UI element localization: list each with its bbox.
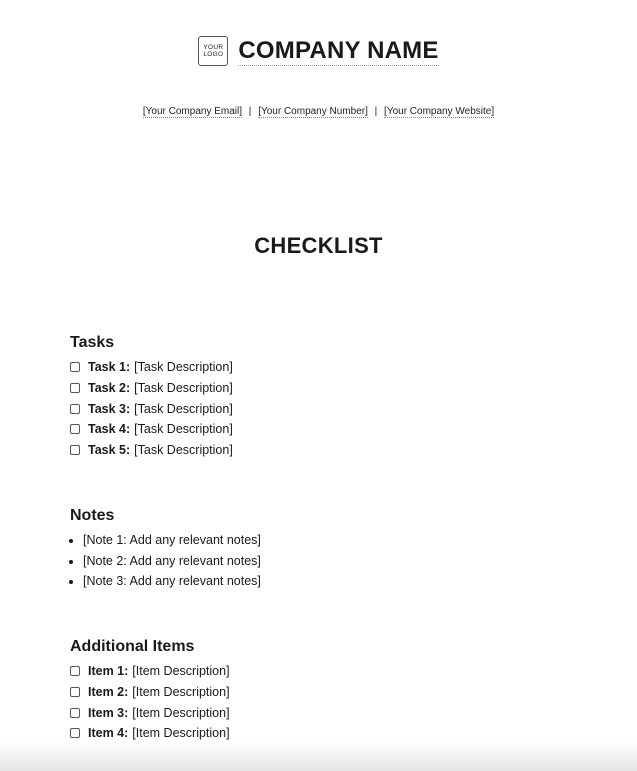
page-bottom-shadow	[0, 741, 637, 771]
item-description: [Item Description]	[132, 726, 230, 741]
item-checkbox[interactable]	[70, 687, 80, 697]
contact-line	[0, 106, 637, 117]
task-row	[70, 378, 570, 399]
tasks-section	[70, 333, 570, 460]
logo-placeholder	[198, 36, 228, 66]
tasks-heading: Tasks	[70, 334, 115, 351]
task-description: [Task Description]	[134, 422, 233, 437]
task-row	[70, 440, 570, 461]
company-name: COMPANY NAME	[238, 36, 439, 64]
item-description: [Item Description]	[132, 664, 230, 679]
task-description: [Task Description]	[134, 443, 233, 458]
additional-items-heading: Additional Items	[70, 638, 195, 655]
item-description: [Item Description]	[132, 705, 230, 720]
item-label: Item 3:	[88, 705, 129, 720]
company-number: [Your Company Number]	[258, 106, 368, 117]
notes-list	[70, 530, 570, 592]
item-label: Item 1:	[88, 664, 129, 679]
item-row	[70, 661, 570, 682]
item-row	[70, 682, 570, 703]
task-description: [Task Description]	[134, 381, 233, 396]
item-row	[70, 702, 570, 723]
task-description: [Task Description]	[134, 401, 233, 416]
task-label: Task 1:	[88, 360, 131, 375]
contact-separator: |	[248, 106, 252, 117]
task-row	[70, 419, 570, 440]
task-row	[70, 398, 570, 419]
logo-text-line1: YOUR	[203, 44, 224, 51]
document-title: CHECKLIST	[254, 233, 383, 258]
notes-heading: Notes	[70, 507, 115, 524]
company-email: [Your Company Email]	[142, 106, 243, 117]
note-item: • [Note 3: Add any relevant notes]	[83, 571, 570, 592]
document-header	[0, 36, 637, 66]
item-label: Item 2:	[88, 685, 129, 700]
item-checkbox[interactable]	[70, 708, 80, 718]
additional-items-section	[70, 637, 570, 744]
task-description: [Task Description]	[134, 360, 233, 375]
task-checkbox[interactable]	[70, 404, 80, 414]
task-checkbox[interactable]	[70, 383, 80, 393]
company-website: [Your Company Website]	[384, 106, 495, 117]
task-checkbox[interactable]	[70, 445, 80, 455]
task-label: Task 5:	[88, 443, 131, 458]
task-label: Task 2:	[88, 381, 131, 396]
item-label: Item 4:	[88, 726, 129, 741]
task-row	[70, 357, 570, 378]
task-checkbox[interactable]	[70, 424, 80, 434]
note-item: • [Note 2: Add any relevant notes]	[83, 551, 570, 572]
item-checkbox[interactable]	[70, 728, 80, 738]
notes-section	[70, 506, 570, 592]
item-description: [Item Description]	[132, 685, 230, 700]
task-label: Task 4:	[88, 422, 131, 437]
note-item: • [Note 1: Add any relevant notes]	[83, 530, 570, 551]
logo-text-line2: LOGO	[203, 51, 224, 58]
item-checkbox[interactable]	[70, 666, 80, 676]
task-checkbox[interactable]	[70, 362, 80, 372]
contact-separator: |	[374, 106, 378, 117]
task-label: Task 3:	[88, 401, 131, 416]
